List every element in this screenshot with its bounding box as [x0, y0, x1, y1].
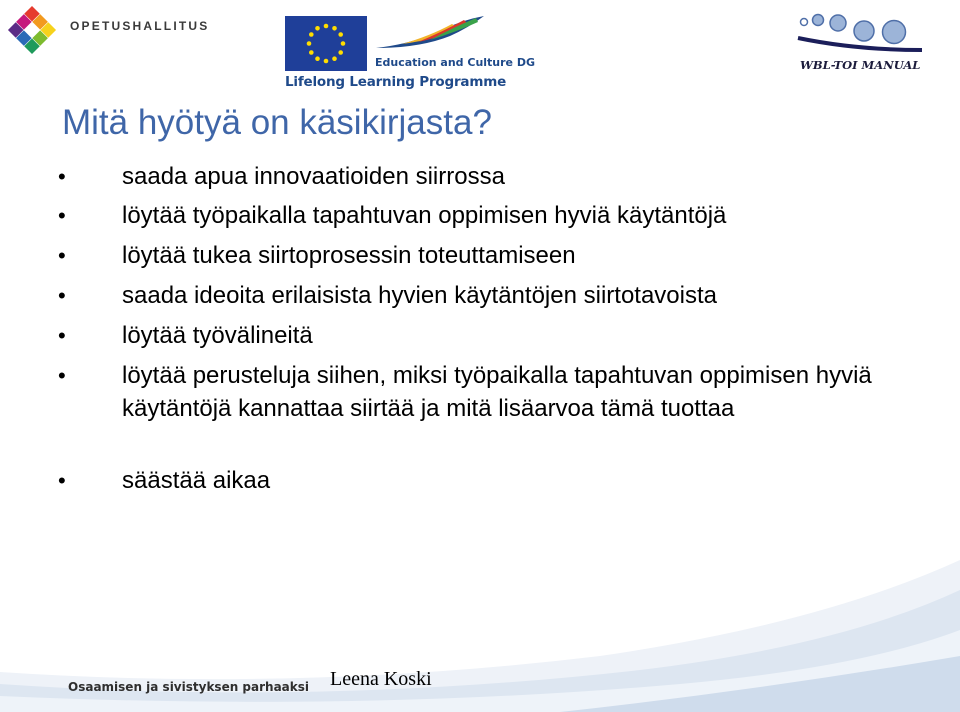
bullet-dot: • — [58, 243, 66, 268]
bullet-dot: • — [58, 283, 66, 308]
llp-dg-label: Education and Culture DG — [375, 56, 536, 69]
bullet-text: löytää tukea siirtoprosessin toteuttamiseen — [122, 242, 576, 269]
llp-swoosh-icon — [372, 14, 490, 54]
footer-author: Leena Koski — [330, 668, 432, 690]
colored-diamond-icon — [6, 4, 58, 56]
slide-title: Mitä hyötyä on käsikirjasta? — [62, 103, 492, 142]
bullet-dot: • — [58, 164, 66, 189]
bullet-text: saada apua innovaatioiden siirrossa — [122, 163, 505, 190]
bullet-text: säästää aikaa — [122, 467, 271, 494]
wbl-circles-icon — [796, 10, 926, 60]
llp-programme-label: Lifelong Learning Programme — [285, 74, 507, 90]
bullet-dot: • — [58, 203, 66, 228]
org-name: OPETUSHALLITUS — [70, 19, 210, 33]
eu-flag-icon — [285, 16, 367, 71]
bullet-dot: • — [58, 363, 66, 388]
bullet-dot: • — [58, 323, 66, 348]
bullet-text: löytää työvälineitä — [122, 322, 313, 349]
footer-slogan: Osaamisen ja sivistyksen parhaaksi — [68, 680, 310, 694]
wbl-manual-label: WBL-TOI MANUAL — [800, 58, 921, 72]
bullet-text: löytää työpaikalla tapahtuvan oppimisen hyviä käytäntöjä — [122, 202, 727, 229]
bullet-text: saada ideoita erilaisista hyvien käytäntöjen siirtotavoista — [122, 282, 717, 309]
bullet-text: löytää perusteluja siihen, miksi työpaikalla tapahtuvan oppimisen hyviä käytäntöjä kannattaa siirtää ja mitä lisäarvoa tämä tuottaa — [122, 362, 872, 422]
bullet-dot: • — [58, 468, 66, 493]
